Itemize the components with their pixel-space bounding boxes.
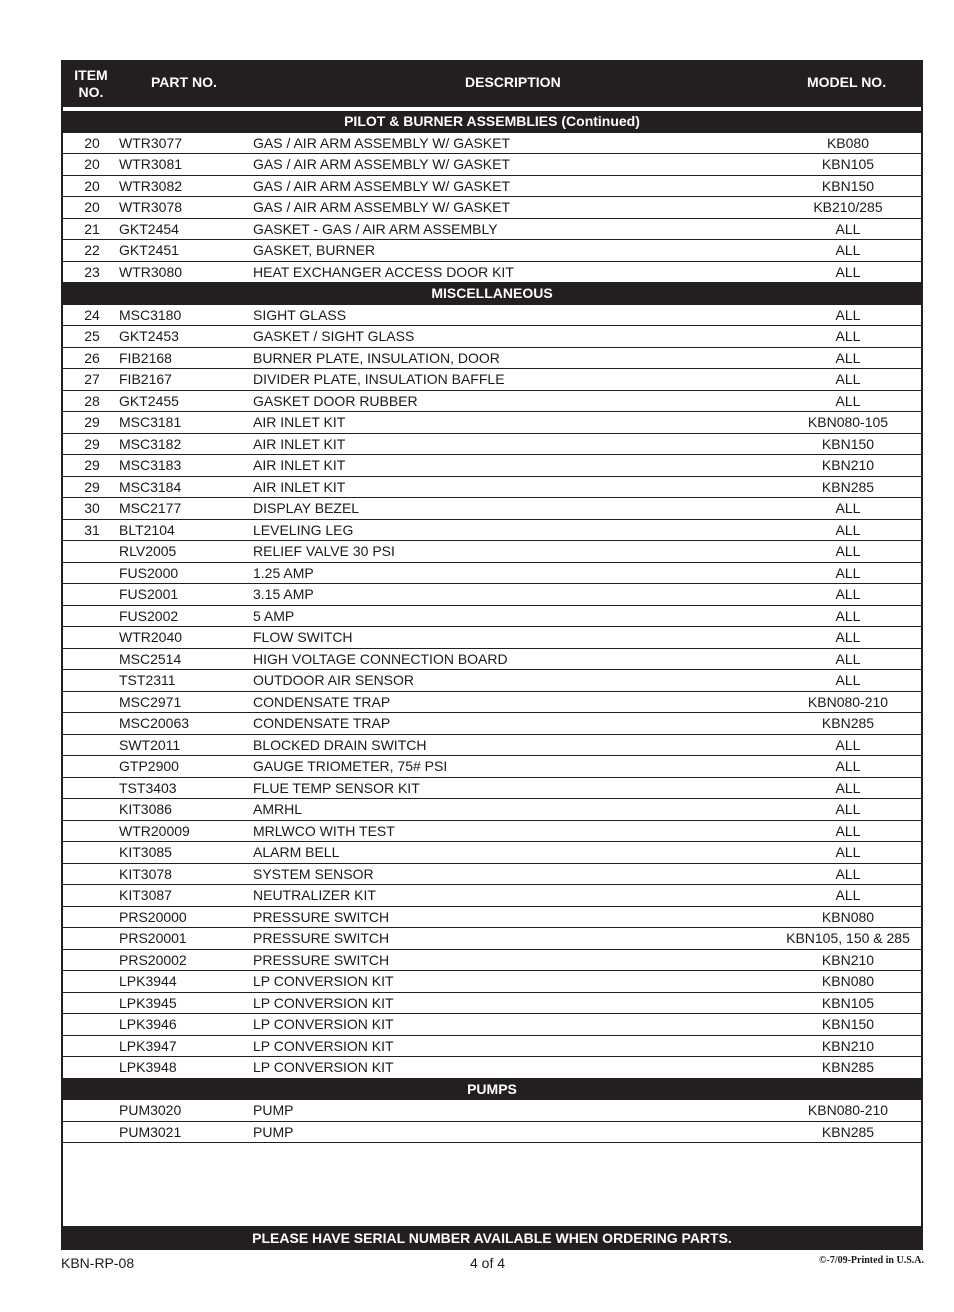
table-row bbox=[63, 1014, 921, 1036]
table-row bbox=[63, 348, 921, 370]
description: PRESSURE SWITCH bbox=[253, 908, 390, 925]
part-number: MSC3184 bbox=[119, 478, 182, 495]
description: AIR INLET KIT bbox=[253, 457, 346, 473]
model-number: ALL bbox=[835, 801, 861, 817]
section-header: MISCELLANEOUS bbox=[63, 283, 921, 305]
table-row bbox=[63, 864, 921, 886]
part-number: KIT3087 bbox=[119, 887, 172, 903]
table-row bbox=[63, 692, 921, 714]
item-number: 20 bbox=[84, 177, 100, 194]
item-number: 20 bbox=[84, 134, 100, 151]
table-row bbox=[63, 176, 921, 198]
part-number: MSC3181 bbox=[119, 414, 182, 430]
part-number: WTR3080 bbox=[119, 263, 183, 280]
table-row bbox=[63, 842, 921, 864]
model-number: KBN080-105 bbox=[807, 414, 889, 430]
header-model-no: MODEL NO. bbox=[807, 74, 887, 90]
description: HIGH VOLTAGE CONNECTION BOARD bbox=[253, 650, 508, 667]
table-row bbox=[63, 520, 921, 542]
part-number: RLV2005 bbox=[119, 543, 177, 559]
ordering-notice: PLEASE HAVE SERIAL NUMBER AVAILABLE WHEN ORDERING PARTS. bbox=[63, 1226, 921, 1248]
table-row bbox=[63, 649, 921, 671]
part-number: LPK3947 bbox=[119, 1037, 177, 1054]
model-number: KBN210 bbox=[821, 1037, 875, 1054]
description: GASKET DOOR RUBBER bbox=[253, 392, 418, 409]
part-number: LPK3946 bbox=[119, 1016, 177, 1032]
item-number: 20 bbox=[84, 199, 100, 215]
part-number: BLT2104 bbox=[119, 521, 175, 538]
part-number: WTR3078 bbox=[119, 199, 183, 215]
item-number: 24 bbox=[84, 306, 100, 323]
description: LP CONVERSION KIT bbox=[253, 973, 394, 989]
description: LP CONVERSION KIT bbox=[253, 994, 394, 1011]
table-row bbox=[63, 262, 921, 284]
table-row bbox=[63, 928, 921, 950]
model-number: KBN285 bbox=[821, 478, 875, 495]
description: LP CONVERSION KIT bbox=[253, 1059, 394, 1075]
description: SYSTEM SENSOR bbox=[253, 865, 374, 882]
table-row bbox=[63, 821, 921, 843]
description: GASKET / SIGHT GLASS bbox=[253, 328, 415, 344]
model-number: ALL bbox=[835, 865, 861, 882]
part-number: PUM3020 bbox=[119, 1102, 182, 1118]
description: GAS / AIR ARM ASSEMBLY W/ GASKET bbox=[253, 134, 511, 151]
table-row bbox=[63, 1122, 921, 1144]
description: BURNER PLATE, INSULATION, DOOR bbox=[253, 349, 500, 366]
description: GAUGE TRIOMETER, 75# PSI bbox=[253, 758, 448, 774]
description: AIR INLET KIT bbox=[253, 435, 346, 452]
table-row bbox=[63, 907, 921, 929]
description: HEAT EXCHANGER ACCESS DOOR KIT bbox=[253, 263, 514, 280]
description: GAS / AIR ARM ASSEMBLY W/ GASKET bbox=[253, 156, 511, 172]
description: 1.25 AMP bbox=[253, 564, 314, 581]
model-number: ALL bbox=[835, 629, 861, 645]
table-row bbox=[63, 778, 921, 800]
description: PRESSURE SWITCH bbox=[253, 951, 390, 968]
model-number: KBN150 bbox=[821, 435, 875, 452]
table-row bbox=[63, 154, 921, 176]
item-number: 29 bbox=[84, 414, 100, 430]
model-number: KBN210 bbox=[821, 951, 875, 968]
model-number: KBN285 bbox=[821, 715, 875, 731]
description: GAS / AIR ARM ASSEMBLY W/ GASKET bbox=[253, 199, 511, 215]
part-number: KIT3085 bbox=[119, 844, 172, 860]
part-number: GKT2451 bbox=[119, 242, 179, 258]
part-number: MSC3183 bbox=[119, 457, 182, 473]
model-number: KBN080 bbox=[821, 908, 875, 925]
section-header: PUMPS bbox=[63, 1079, 921, 1101]
part-number: MSC3182 bbox=[119, 435, 182, 452]
description: BLOCKED DRAIN SWITCH bbox=[253, 736, 427, 753]
header-description: DESCRIPTION bbox=[465, 74, 561, 90]
part-number: WTR20009 bbox=[119, 822, 190, 839]
table-row bbox=[63, 305, 921, 327]
table-body bbox=[63, 111, 921, 1143]
model-number: KBN285 bbox=[821, 1059, 875, 1075]
header-item-no: ITEM NO. bbox=[74, 67, 108, 100]
model-number: ALL bbox=[835, 607, 861, 624]
table-row bbox=[63, 993, 921, 1015]
item-number: 21 bbox=[84, 220, 100, 237]
part-number: LPK3948 bbox=[119, 1059, 177, 1075]
part-number: FIB2167 bbox=[119, 371, 172, 387]
part-number: TST2311 bbox=[119, 672, 176, 688]
copyright-notice: ©-7/09-Printed in U.S.A. bbox=[819, 1255, 924, 1266]
table-row bbox=[63, 627, 921, 649]
model-number: KBN210 bbox=[821, 457, 875, 473]
description: 5 AMP bbox=[253, 607, 295, 624]
model-number: ALL bbox=[835, 220, 861, 237]
item-number: 29 bbox=[84, 478, 100, 495]
table-row bbox=[63, 412, 921, 434]
table-row bbox=[63, 391, 921, 413]
table-row bbox=[63, 369, 921, 391]
model-number: KBN105 bbox=[821, 156, 875, 172]
part-number: WTR3077 bbox=[119, 134, 183, 151]
model-number: ALL bbox=[835, 564, 861, 581]
part-number: WTR3082 bbox=[119, 177, 183, 194]
part-number: PRS20000 bbox=[119, 908, 187, 925]
table-row bbox=[63, 563, 921, 585]
description: FLUE TEMP SENSOR KIT bbox=[253, 779, 420, 796]
table-row bbox=[63, 133, 921, 155]
description: GASKET, BURNER bbox=[253, 242, 376, 258]
part-number: FUS2002 bbox=[119, 607, 179, 624]
table-row bbox=[63, 606, 921, 628]
table-row bbox=[63, 885, 921, 907]
item-number: 31 bbox=[84, 521, 100, 538]
model-number: KBN150 bbox=[821, 177, 875, 194]
description: ALARM BELL bbox=[253, 844, 340, 860]
item-number: 27 bbox=[84, 371, 100, 387]
part-number: LPK3945 bbox=[119, 994, 177, 1011]
table-row bbox=[63, 1036, 921, 1058]
description: DISPLAY BEZEL bbox=[253, 500, 360, 516]
part-number: MSC2177 bbox=[119, 500, 182, 516]
model-number: ALL bbox=[835, 500, 861, 516]
model-number: KB210/285 bbox=[813, 199, 883, 215]
part-number: GKT2454 bbox=[119, 220, 179, 237]
description: DIVIDER PLATE, INSULATION BAFFLE bbox=[253, 371, 505, 387]
item-number: 29 bbox=[84, 457, 100, 473]
model-number: ALL bbox=[835, 349, 861, 366]
model-number: ALL bbox=[835, 263, 861, 280]
item-number: 30 bbox=[84, 500, 100, 516]
model-number: KB080 bbox=[826, 134, 870, 151]
part-number: MSC20063 bbox=[119, 715, 190, 731]
description: PRESSURE SWITCH bbox=[253, 930, 390, 946]
table-row bbox=[63, 950, 921, 972]
model-number: KBN150 bbox=[821, 1016, 875, 1032]
description: AIR INLET KIT bbox=[253, 414, 346, 430]
part-number: PRS20002 bbox=[119, 951, 187, 968]
item-number: 29 bbox=[84, 435, 100, 452]
section-header: PILOT & BURNER ASSEMBLIES (Continued) bbox=[63, 111, 921, 133]
description: FLOW SWITCH bbox=[253, 629, 353, 645]
item-number: 20 bbox=[84, 156, 100, 172]
description: SIGHT GLASS bbox=[253, 306, 347, 323]
model-number: ALL bbox=[835, 392, 861, 409]
description: CONDENSATE TRAP bbox=[253, 693, 391, 710]
model-number: ALL bbox=[835, 586, 861, 602]
model-number: ALL bbox=[835, 844, 861, 860]
description: NEUTRALIZER KIT bbox=[253, 887, 376, 903]
description: PUMP bbox=[253, 1102, 294, 1118]
model-number: KBN105 bbox=[821, 994, 875, 1011]
table-row bbox=[63, 670, 921, 692]
table-row bbox=[63, 799, 921, 821]
model-number: ALL bbox=[835, 887, 861, 903]
part-number: FUS2001 bbox=[119, 586, 179, 602]
model-number: KBN105, 150 & 285 bbox=[786, 930, 910, 946]
part-number: FIB2168 bbox=[119, 349, 172, 366]
part-number: GKT2453 bbox=[119, 328, 179, 344]
table-row bbox=[63, 584, 921, 606]
model-number: ALL bbox=[835, 521, 861, 538]
description: AMRHL bbox=[253, 801, 303, 817]
table-row bbox=[63, 1100, 921, 1122]
table-row bbox=[63, 219, 921, 241]
part-number: PRS20001 bbox=[119, 930, 187, 946]
part-number: KIT3078 bbox=[119, 865, 172, 882]
table-row bbox=[63, 498, 921, 520]
model-number: KBN080 bbox=[821, 973, 875, 989]
model-number: ALL bbox=[835, 242, 861, 258]
model-number: ALL bbox=[835, 543, 861, 559]
model-number: KBN080-210 bbox=[807, 693, 889, 710]
description: AIR INLET KIT bbox=[253, 478, 346, 495]
description: PUMP bbox=[253, 1123, 294, 1140]
item-number: 23 bbox=[84, 263, 100, 280]
part-number: TST3403 bbox=[119, 779, 177, 796]
model-number: ALL bbox=[835, 822, 861, 839]
part-number: PUM3021 bbox=[119, 1123, 182, 1140]
parts-table bbox=[61, 60, 923, 1250]
table-row bbox=[63, 713, 921, 735]
table-row bbox=[63, 477, 921, 499]
model-number: ALL bbox=[835, 306, 861, 323]
part-number: GTP2900 bbox=[119, 758, 179, 774]
model-number: ALL bbox=[835, 758, 861, 774]
part-number: WTR3081 bbox=[119, 156, 183, 172]
table-row bbox=[63, 971, 921, 993]
part-number: FUS2000 bbox=[119, 564, 179, 581]
table-header bbox=[63, 62, 921, 107]
header-divider bbox=[63, 107, 921, 110]
table-row bbox=[63, 455, 921, 477]
table-row bbox=[63, 541, 921, 563]
header-part-no: PART NO. bbox=[151, 74, 217, 90]
description: 3.15 AMP bbox=[253, 586, 314, 602]
table-row bbox=[63, 240, 921, 262]
model-number: ALL bbox=[835, 736, 861, 753]
part-number: MSC2514 bbox=[119, 650, 182, 667]
part-number: LPK3944 bbox=[119, 973, 177, 989]
model-number: ALL bbox=[835, 371, 861, 387]
table-row bbox=[63, 735, 921, 757]
document-code: KBN-RP-08 bbox=[61, 1255, 135, 1271]
table-row bbox=[63, 434, 921, 456]
model-number: ALL bbox=[835, 650, 861, 667]
description: CONDENSATE TRAP bbox=[253, 715, 391, 731]
model-number: ALL bbox=[835, 328, 861, 344]
item-number: 28 bbox=[84, 392, 100, 409]
description: RELIEF VALVE 30 PSI bbox=[253, 543, 395, 559]
description: GASKET - GAS / AIR ARM ASSEMBLY bbox=[253, 220, 498, 237]
description: LP CONVERSION KIT bbox=[253, 1016, 394, 1032]
part-number: WTR2040 bbox=[119, 629, 183, 645]
part-number: GKT2455 bbox=[119, 392, 179, 409]
model-number: ALL bbox=[835, 779, 861, 796]
part-number: MSC2971 bbox=[119, 693, 182, 710]
item-number: 25 bbox=[84, 328, 100, 344]
part-number: MSC3180 bbox=[119, 306, 182, 323]
part-number: SWT2011 bbox=[119, 736, 181, 753]
part-number: KIT3086 bbox=[119, 801, 172, 817]
description: GAS / AIR ARM ASSEMBLY W/ GASKET bbox=[253, 177, 511, 194]
description: LP CONVERSION KIT bbox=[253, 1037, 394, 1054]
item-number: 22 bbox=[84, 242, 100, 258]
model-number: ALL bbox=[835, 672, 861, 688]
page-number: 4 of 4 bbox=[470, 1255, 506, 1271]
item-number: 26 bbox=[84, 349, 100, 366]
description: OUTDOOR AIR SENSOR bbox=[253, 672, 415, 688]
model-number: KBN285 bbox=[821, 1123, 875, 1140]
table-row bbox=[63, 756, 921, 778]
model-number: KBN080-210 bbox=[807, 1102, 889, 1118]
description: MRLWCO WITH TEST bbox=[253, 822, 395, 839]
table-row bbox=[63, 326, 921, 348]
table-row bbox=[63, 1057, 921, 1079]
table-row bbox=[63, 197, 921, 219]
description: LEVELING LEG bbox=[253, 521, 354, 538]
